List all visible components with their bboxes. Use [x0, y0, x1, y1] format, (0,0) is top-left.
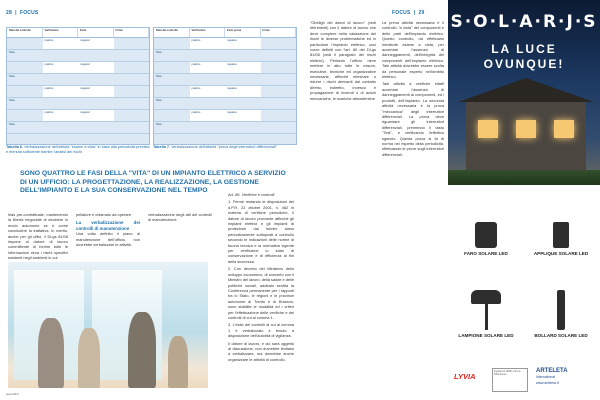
arteleta-sub: international	[536, 375, 556, 379]
form-row: positivo negativo	[154, 86, 296, 98]
form-row: Note:	[154, 74, 296, 86]
body-column-c	[148, 212, 212, 223]
body-column-c-rules	[228, 192, 294, 392]
form-row: positivo negativo	[7, 62, 149, 74]
body-text: 3. L'esito dei controlli di cui al comma 1 è verbalizzato e tenuto a disposizione dell'autorità di vigilanza.	[228, 322, 294, 339]
body-text: 1. Ferme restando le disposizioni del d.P.R. 22 ottobre 2001, n. 462 in materia di verifiche periodiche, il datore di lavoro provvede affinché gli impianti elettrici e gli impianti di protezione dai fulmini siano periodicamente sottoposti a controllo secondo le indicazioni delle norme di buona tecnica e la normativa vigente per verificarne lo stato di conservazione e di efficienza ai fini della sicurezza.	[228, 199, 294, 264]
product-label: FARO SOLARE LED	[464, 251, 508, 256]
form-row: Note:	[154, 122, 296, 134]
lit-window	[516, 120, 536, 138]
caption-label: Tabella 6.	[6, 145, 24, 149]
page-number-right: 29	[418, 10, 425, 16]
body-text: pellatore è chiamato ad operare.	[76, 212, 133, 217]
lampione-pole	[485, 304, 488, 330]
product-applique	[528, 222, 594, 256]
body-text-italic: Art. 86. Verifiche e controlli	[228, 192, 275, 197]
page-number-left: 28	[6, 10, 12, 16]
bollard-light-image	[557, 290, 565, 330]
product-label: LAMPIONE SOLARE LED	[458, 333, 514, 338]
cert-badge: Impianti di 100W e fino a 3000 lumen	[492, 368, 528, 392]
photo-figure	[128, 312, 156, 388]
table-caption-6	[6, 145, 150, 155]
form-row: Note:	[7, 98, 149, 110]
product-label: BOLLARD SOLARE LED	[534, 333, 588, 338]
product-bollard	[528, 290, 594, 338]
arteleta-name: ARTELETA	[536, 368, 568, 374]
form-col-header: Data del controllo	[154, 28, 190, 37]
form-col-header: Firma	[261, 28, 297, 37]
product-faro	[454, 222, 518, 256]
ad-tagline-2: OVUNQUE!	[483, 57, 565, 71]
photo-figure	[168, 336, 188, 388]
section-label-left: FOCUS	[19, 10, 39, 16]
body-column-e	[382, 20, 444, 392]
table-caption-7	[153, 145, 297, 150]
office-photo	[8, 262, 208, 388]
lit-window	[478, 120, 498, 138]
applique-light-image	[553, 222, 569, 248]
form-row: positivo negativo	[154, 38, 296, 50]
product-label: APPLIQUE SOLARE LED	[533, 251, 589, 256]
page-header-right: FOCUS | 29	[392, 10, 425, 16]
form-row: Note:	[154, 98, 296, 110]
body-column-d: "Obbligh dei datori di lavoro" (vedi riferimenti) con il datore di lavoro che deve compiere nella valutazione dei rischi le diverse problematiche ed in particolare l'impianto elettrico, così come definiti con l'art. 80 del DLgs 81/08 (vedi il paragrafo dei rischi elettrici). Pertanto l'ufficio deve mettere in atto tutte le misure, esecutive, tecniche ed organizzative necessarie, affinché eliminare o ridurre i rischi derivanti dal contatto diretto, indiretto, innesco e propagazione di incendi o di azioni meccaniche, le scariche atmosferiche.	[310, 20, 376, 101]
arteleta-logo	[536, 368, 568, 386]
advert-footer	[448, 362, 600, 400]
product-lampione	[454, 290, 518, 338]
brand-logo: S·O·L·A·R·J·S	[450, 12, 598, 32]
house-roof	[458, 78, 594, 102]
form-header	[154, 28, 296, 38]
caption-label: Tabella 7.	[153, 145, 171, 149]
body-text: 2. Con decreto del Ministero dello sviluppo economico, di concerto con il Ministro del lavoro, della salute e delle politiche sociali, adottato sentita la Conferenza permanente per i rapporti tra lo Stato, le regioni e le province autonome di Trento e di Bolzano, sono stabilite le modalità ed i criteri per l'effettuazione delle verifiche e dei controlli di cui al comma 1.	[228, 266, 294, 320]
body-text: La prima attività necessaria è il controllo "a vista" dei componenti e delle parti dell'impianto elettrico. Questo controllo, da effettuarsi mediante esame a vista, per accertare l'assenza di danneggiamenti, dell'integrità dei componenti dell'impianto elettrico. Tale attività dovrebbe essere svolta da personale esperto nell'ambito elettrico.	[382, 20, 444, 80]
body-text: verbalizzazione degli atti dei controlli di manutenzione.	[148, 212, 212, 223]
lampione-light-image	[471, 290, 501, 304]
page-header-left: 28 | FOCUS	[6, 10, 39, 16]
caption-text: Verbalizzazione dell'attività "prova degli interruttori differenziali"	[170, 145, 278, 149]
form-row: Note:	[7, 74, 149, 86]
body-column-a: hias pre-contrattuale, mantenendo la libertà negoziale di decidere in modo autonomo se e come concludere la trattativa. In merito, anche per gli uffici, il DLgs 81/08 impone al datore di lavoro committente di fornire tutte le informazioni circa i rischi specifici esistenti negli ambienti in cui	[8, 212, 68, 261]
form-row: Note:	[154, 50, 296, 62]
caption-text: Verbalizzazione dell'attività "esame a vista" in base alla periodicità prevista e ritenuta sufficiente tramite l'analisi dei rischi	[6, 145, 150, 154]
form-header	[7, 28, 149, 38]
form-col-header: Esito prova	[225, 28, 261, 37]
lyvia-logo: LYVIA	[454, 372, 476, 381]
house-illustration	[466, 100, 586, 180]
section-subhead: La verbalizzazione dei controlli di manutenzione	[76, 220, 140, 231]
form-row: positivo negativo	[7, 86, 149, 98]
form-row: positivo negativo	[7, 110, 149, 122]
section-label-right: FOCUS	[392, 10, 411, 16]
photo-figure	[38, 318, 64, 388]
form-row: positivo negativo	[154, 110, 296, 122]
form-col-header: Verificatore	[43, 28, 79, 37]
form-row: positivo negativo	[154, 62, 296, 74]
ad-tagline-1: LA LUCE	[491, 42, 557, 56]
body-text: Tale attività a verifiche infatti accertare l'assenza di danneggiamenti ai componenti, ed i prodotti, dell'impianto. La seconda attività necessaria è la prova "meccanica" degli interruttori differenziali. La prova deve riguardare gli interruttori differenziali, premendo il tasto "Test", e verificando l'effettivo sgancio. Questa prova si fa di norma nel rispetto della periodicità, effettuando le prove sugli interruttori differenziali.	[382, 81, 444, 157]
lawn	[448, 170, 600, 185]
lit-window	[554, 120, 574, 138]
body-text: Il datore di lavoro, e ciò sarà oggetto di discussione, non dovrebbe limitarsi a verbalizzare, ma dovrebbe anche organizzare le attività di controllo.	[228, 340, 294, 362]
form-row: Note:	[7, 50, 149, 62]
article-headline: SONO QUATTRO LE FASI DELLA "VITA" DI UN IMPIANTO ELETTRICO A SERVIZIO DI UN UFFICIO: LA PROGETTAZIONE, LA REALIZZAZIONE, LA GESTIONE DELL'IMPIANTO E LA SUA CONSERVAZIONE NEL TEMPO	[20, 170, 286, 195]
form-col-header: Esito	[78, 28, 114, 37]
arteleta-url[interactable]: www.arteleta.it	[536, 381, 559, 385]
form-table-prova-differenziali	[153, 27, 297, 145]
body-column-b	[76, 212, 140, 247]
form-row: positivo negativo	[7, 38, 149, 50]
form-col-header: Data del controllo	[7, 28, 43, 37]
photo-figure	[78, 328, 100, 388]
form-table-esame-a-vista	[6, 27, 150, 145]
advert-night-scene	[448, 0, 600, 185]
faro-light-image	[475, 222, 497, 248]
solarjs-advert	[448, 0, 600, 400]
form-col-header: Firma	[114, 28, 150, 37]
page-footer: www.##.it	[6, 392, 19, 396]
body-text: Una volta definito il piano di manutenzione dell'ufficio, non dovrebbe verbalizzare le attività.	[76, 231, 140, 248]
form-row: Note:	[7, 122, 149, 134]
form-col-header: Verificatore	[190, 28, 226, 37]
